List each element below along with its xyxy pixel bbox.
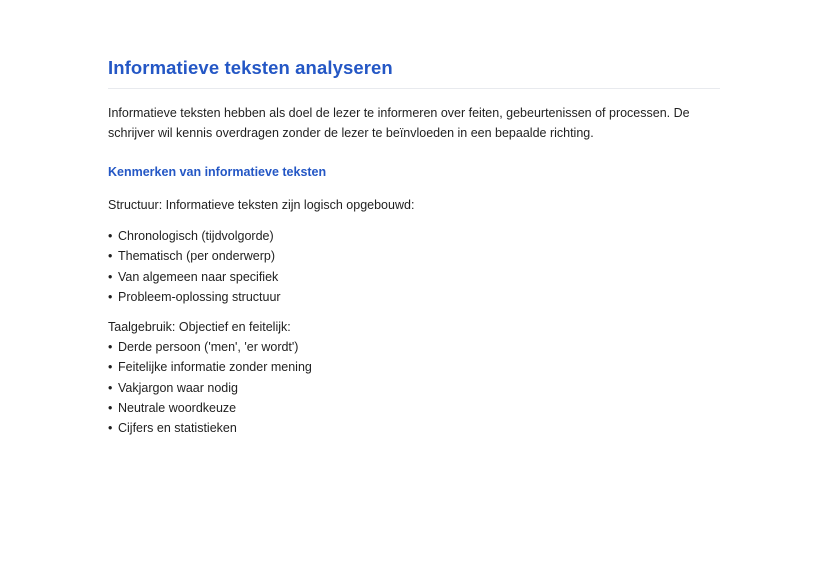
list-item: • Feitelijke informatie zonder mening xyxy=(108,357,720,377)
list-item: • Chronologisch (tijdvolgorde) xyxy=(108,226,720,246)
language-list xyxy=(108,337,720,438)
title-divider xyxy=(108,88,720,89)
intro-paragraph: Informatieve teksten hebben als doel de lezer te informeren over feiten, gebeurtenissen of processen. De schrijver wil kennis overdragen zonder de lezer te beïnvloeden in een bepaalde richting. xyxy=(108,106,690,140)
structure-label: Structuur: Informatieve teksten zijn logisch opgebouwd: xyxy=(108,198,415,212)
bullet-icon: • xyxy=(108,269,113,284)
bullet-icon: • xyxy=(108,380,113,395)
list-item: • Probleem-oplossing structuur xyxy=(108,287,720,307)
bullet-icon: • xyxy=(108,401,113,416)
list-item: • Van algemeen naar specifiek xyxy=(108,267,720,287)
list-item: • Thematisch (per onderwerp) xyxy=(108,246,720,266)
bullet-icon: • xyxy=(108,421,113,436)
list-item: • Cijfers en statistieken xyxy=(108,418,720,438)
structure-list xyxy=(108,226,720,307)
page-title: Informatieve teksten analyseren xyxy=(108,57,393,78)
bullet-icon: • xyxy=(108,340,113,355)
bullet-icon: • xyxy=(108,249,113,264)
list-item: • Vakjargon waar nodig xyxy=(108,378,720,398)
bullet-icon: • xyxy=(108,229,113,243)
section-heading: Kenmerken van informatieve teksten xyxy=(108,165,327,179)
bullet-icon: • xyxy=(108,360,113,375)
list-item: • Neutrale woordkeuze xyxy=(108,398,720,418)
bullet-icon: • xyxy=(108,289,113,304)
language-label: Taalgebruik: Objectief en feitelijk: xyxy=(108,320,291,335)
list-item: • Derde persoon ('men', 'er wordt') xyxy=(108,337,720,357)
article-content xyxy=(108,56,720,439)
